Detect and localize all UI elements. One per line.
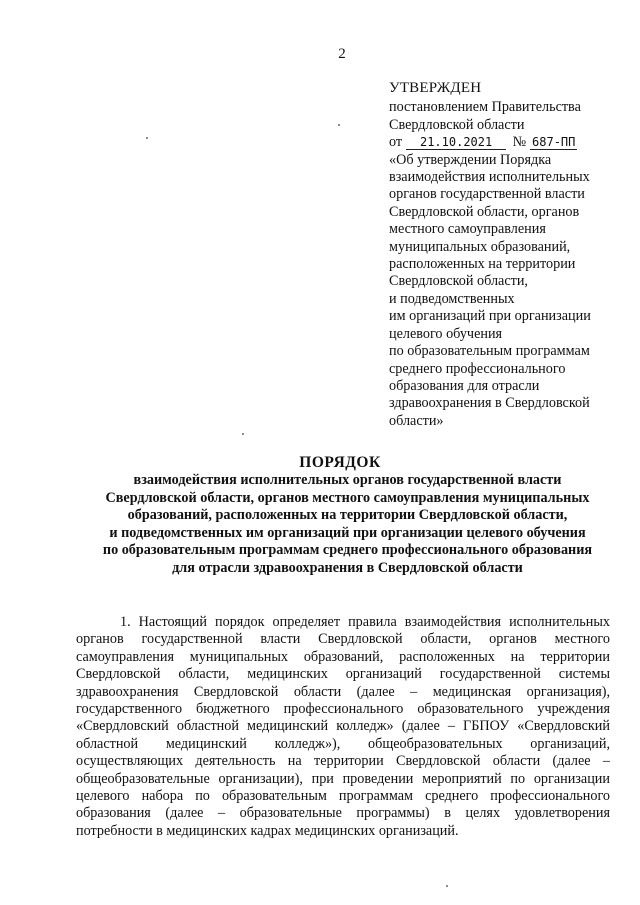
approval-number: 687-ПП [532,135,576,150]
paragraph-line: целевого набора по образовательным программам среднего профессионального [76,788,610,805]
date-prefix: от [389,134,403,151]
paragraph-line: областной медицинский колледж»), общеобразовательных организаций, [76,735,610,752]
paragraph-line: самоуправления муниципальных образований, расположенных на территории [76,648,610,665]
subject-line: Свердловской области, органов [389,203,580,220]
paragraph-line: органов государственной власти Свердловской области, органов местного [76,631,610,648]
scan-speck [338,124,340,126]
subject-line: взаимодействия исполнительных [389,169,590,186]
number-prefix: № [512,134,527,151]
paragraph-line: Свердловской области, медицинских организаций государственной системы [76,666,610,683]
paragraph-line: здравоохранения Свердловской области (далее – медицинская организация), [76,683,610,700]
subject-line: расположенных на территории [389,256,576,273]
order-subtitle-line: для отрасли здравоохранения в Свердловской области [172,559,523,576]
approval-date: 21.10.2021 [406,136,506,150]
subject-line: муниципальных образований, [389,238,571,255]
subject-line: по образовательным программам [389,343,590,360]
subject-line: Свердловской области, [389,273,528,290]
subject-line: образования для отрасли [389,377,540,394]
page-number: 2 [338,46,346,62]
subject-line: органов государственной власти [389,186,585,203]
paragraph-line: 1. Настоящий порядок определяет правила взаимодействия исполнительных [120,614,610,630]
paragraph-line: общеобразовательные организации), при проведении мероприятий по организации [76,770,610,787]
subject-line: целевого обучения [389,325,503,342]
subject-line: области» [389,412,444,429]
order-subtitle-line: взаимодействия исполнительных органов государственной власти [133,472,562,488]
order-subtitle-line: образований, расположенных на территории Свердловской области, [127,507,568,524]
paragraph-line: образования (далее – образовательные программы) в целях удовлетворения [76,805,610,822]
paragraph-line: государственного бюджетного профессионального образовательного учреждения [76,701,610,718]
subject-line: и подведомственных [389,290,515,307]
approval-title: УТВЕРЖДЕН [389,80,482,96]
subject-line: здравоохранения в Свердловской [389,395,590,412]
approval-block [389,80,629,430]
approval-line: Свердловской области [389,116,525,133]
order-subtitle-line: и подведомственных им организаций при организации целевого обучения [109,524,586,541]
scan-speck [146,137,148,139]
order-subtitle-line: Свердловской области, органов местного самоуправления муниципальных [105,489,590,506]
subject-line: «Об утверждении Порядка [389,151,552,168]
approval-date-line [389,134,629,151]
scan-speck [446,885,448,887]
paragraph-line: потребности в медицинских кадрах медицинских организаций. [76,822,459,839]
order-subtitle-line: по образовательным программам среднего профессионального образования [102,542,593,559]
approval-line: постановлением Правительства [389,99,581,116]
approval-subject [389,152,629,431]
subject-line: среднего профессионального [389,360,566,377]
paragraph-1 [76,614,610,840]
scan-speck [242,433,244,435]
order-title: ПОРЯДОК [299,454,381,471]
paragraph-line: осуществляющих деятельность на территории Свердловской области (далее – [76,753,610,770]
paragraph-line: «Свердловский областной медицинский колледж» (далее – ГБПОУ «Свердловский [76,718,610,735]
subject-line: местного самоуправления [389,221,546,238]
subject-line: им организаций при организации [389,308,591,325]
order-subtitle [75,472,620,578]
